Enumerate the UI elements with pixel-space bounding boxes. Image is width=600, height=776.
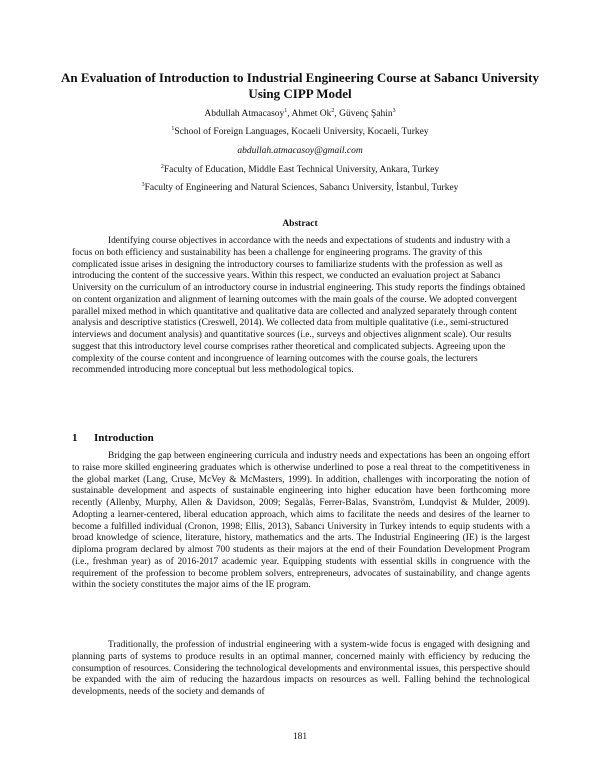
intro-paragraph-2: Traditionally, the profession of industrial engineering with a system-wide focus is engaged with designing and planning parts of systems to produce results in an optimal manner, concerned mainly with efficiency by reducing the consumption of resources. Considering the technological developments and environmental issues, this perspective should be expanded with the aim of reducing the hazardous impacts on resources as well. Falling behind the technological developments, needs of the society and demands of	[72, 640, 530, 697]
section-number: 1	[72, 432, 78, 444]
affiliation-1	[0, 126, 600, 138]
page-number: 181	[292, 732, 308, 742]
affiliation-2	[0, 164, 600, 176]
affiliation-text: Faculty of Education, Middle East Technical University, Ankara, Turkey	[163, 165, 440, 175]
paper-title: An Evaluation of Introduction to Industrial Engineering Course at Sabancı University Using CIPP Model	[61, 70, 539, 101]
affiliation-mark: 2	[160, 163, 164, 170]
author-affiliation-mark: 1	[284, 107, 288, 114]
author-name: Ahmet Ok	[291, 109, 332, 119]
author-line: Abdullah Atmacasoy$^1$, Ahmet Ok$^2$, Güvenç Şahin$^3$	[204, 107, 396, 119]
author-affiliation-mark: 2	[331, 107, 335, 114]
section-heading-introduction	[72, 432, 530, 444]
intro-paragraph-1: Bridging the gap between engineering curricula and industry needs and expectations has been an ongoing effort to raise more skilled engineering graduates which is otherwise underlined to pose a real threat to the competitiveness in the global market (Lang, Cruse, McVey & McMasters, 1999). In addition, challenges with incorporating the notion of sustainable development and aspects of sustainable engineering into higher education have been forthcoming more recently (Allenby, Murphy, Allen & Davidson, 2009; Segalàs, Ferrer-Balas, Svanström, Lundqvist & Mulder, 2009). Adopting a learner-centered, liberal education approach, which aims to facilitate the needs and desires of the learner to become a fulfilled individual (Cronon, 1998; Ellis, 2013), Sabancı University in Turkey intends to equip students with a broad knowledge of science, literature, history, mathematics and the arts. The Industrial Engineering (IE) is the largest diploma program declared by almost 700 students as their majors at the end of their Foundation Development Program (i.e., freshman year) as of 2016-2017 academic year. Equipping students with essential skills in congruence with the requirement of the profession to become problem solvers, entrepreneurs, advocates of sustainability, and change agents within the society constitutes the major aims of the IE program.	[72, 451, 530, 591]
author-email[interactable]: abdullah.atmacasoy@gmail.com	[237, 146, 363, 156]
author-affiliation-mark: 3	[392, 107, 396, 114]
affiliation-text: Faculty of Engineering and Natural Sciences, Sabancı University, İstanbul, Turkey	[144, 183, 459, 193]
affiliation-mark: 3	[141, 181, 145, 188]
abstract-heading: Abstract	[282, 219, 318, 229]
author-name: Güvenç Şahin	[339, 109, 393, 119]
affiliation-3	[0, 182, 600, 194]
affiliation-mark: 1	[171, 125, 175, 132]
author-name: Abdullah Atmacasoy	[204, 109, 285, 119]
section-title: Introduction	[94, 432, 154, 444]
abstract-body: Identifying course objectives in accordance with the needs and expectations of students and industry with a focus on both efficiency and sustainability has been a challenge for engineering programs. The gravity of this complicated issue arises in designing the introductory courses to familiarize students with the profession as well as introducing the content of the successive years. Within this respect, we conducted an evaluation project at Sabancı University on the curriculum of an introductory course in industrial engineering. This study reports the findings obtained on content organization and alignment of learning outcomes with the main goals of the course. We adopted convergent parallel mixed method in which quantitative and qualitative data are collected and analyzed separately through content analysis and descriptive statistics (Creswell, 2014). We collected data from multiple qualitative (i.e., semi-structured interviews and document analysis) and quantitative sources (i.e., surveys and objectives alignment scale). Our results suggest that this introductory level course comprises rather theoretical and complicated subjects. Agreeing upon the complexity of the course content and incongruence of learning outcomes with the course goals, the lecturers recommended introducing more conceptual but less methodological topics.	[72, 236, 526, 376]
affiliation-text: School of Foreign Languages, Kocaeli University, Kocaeli, Turkey	[174, 127, 429, 137]
